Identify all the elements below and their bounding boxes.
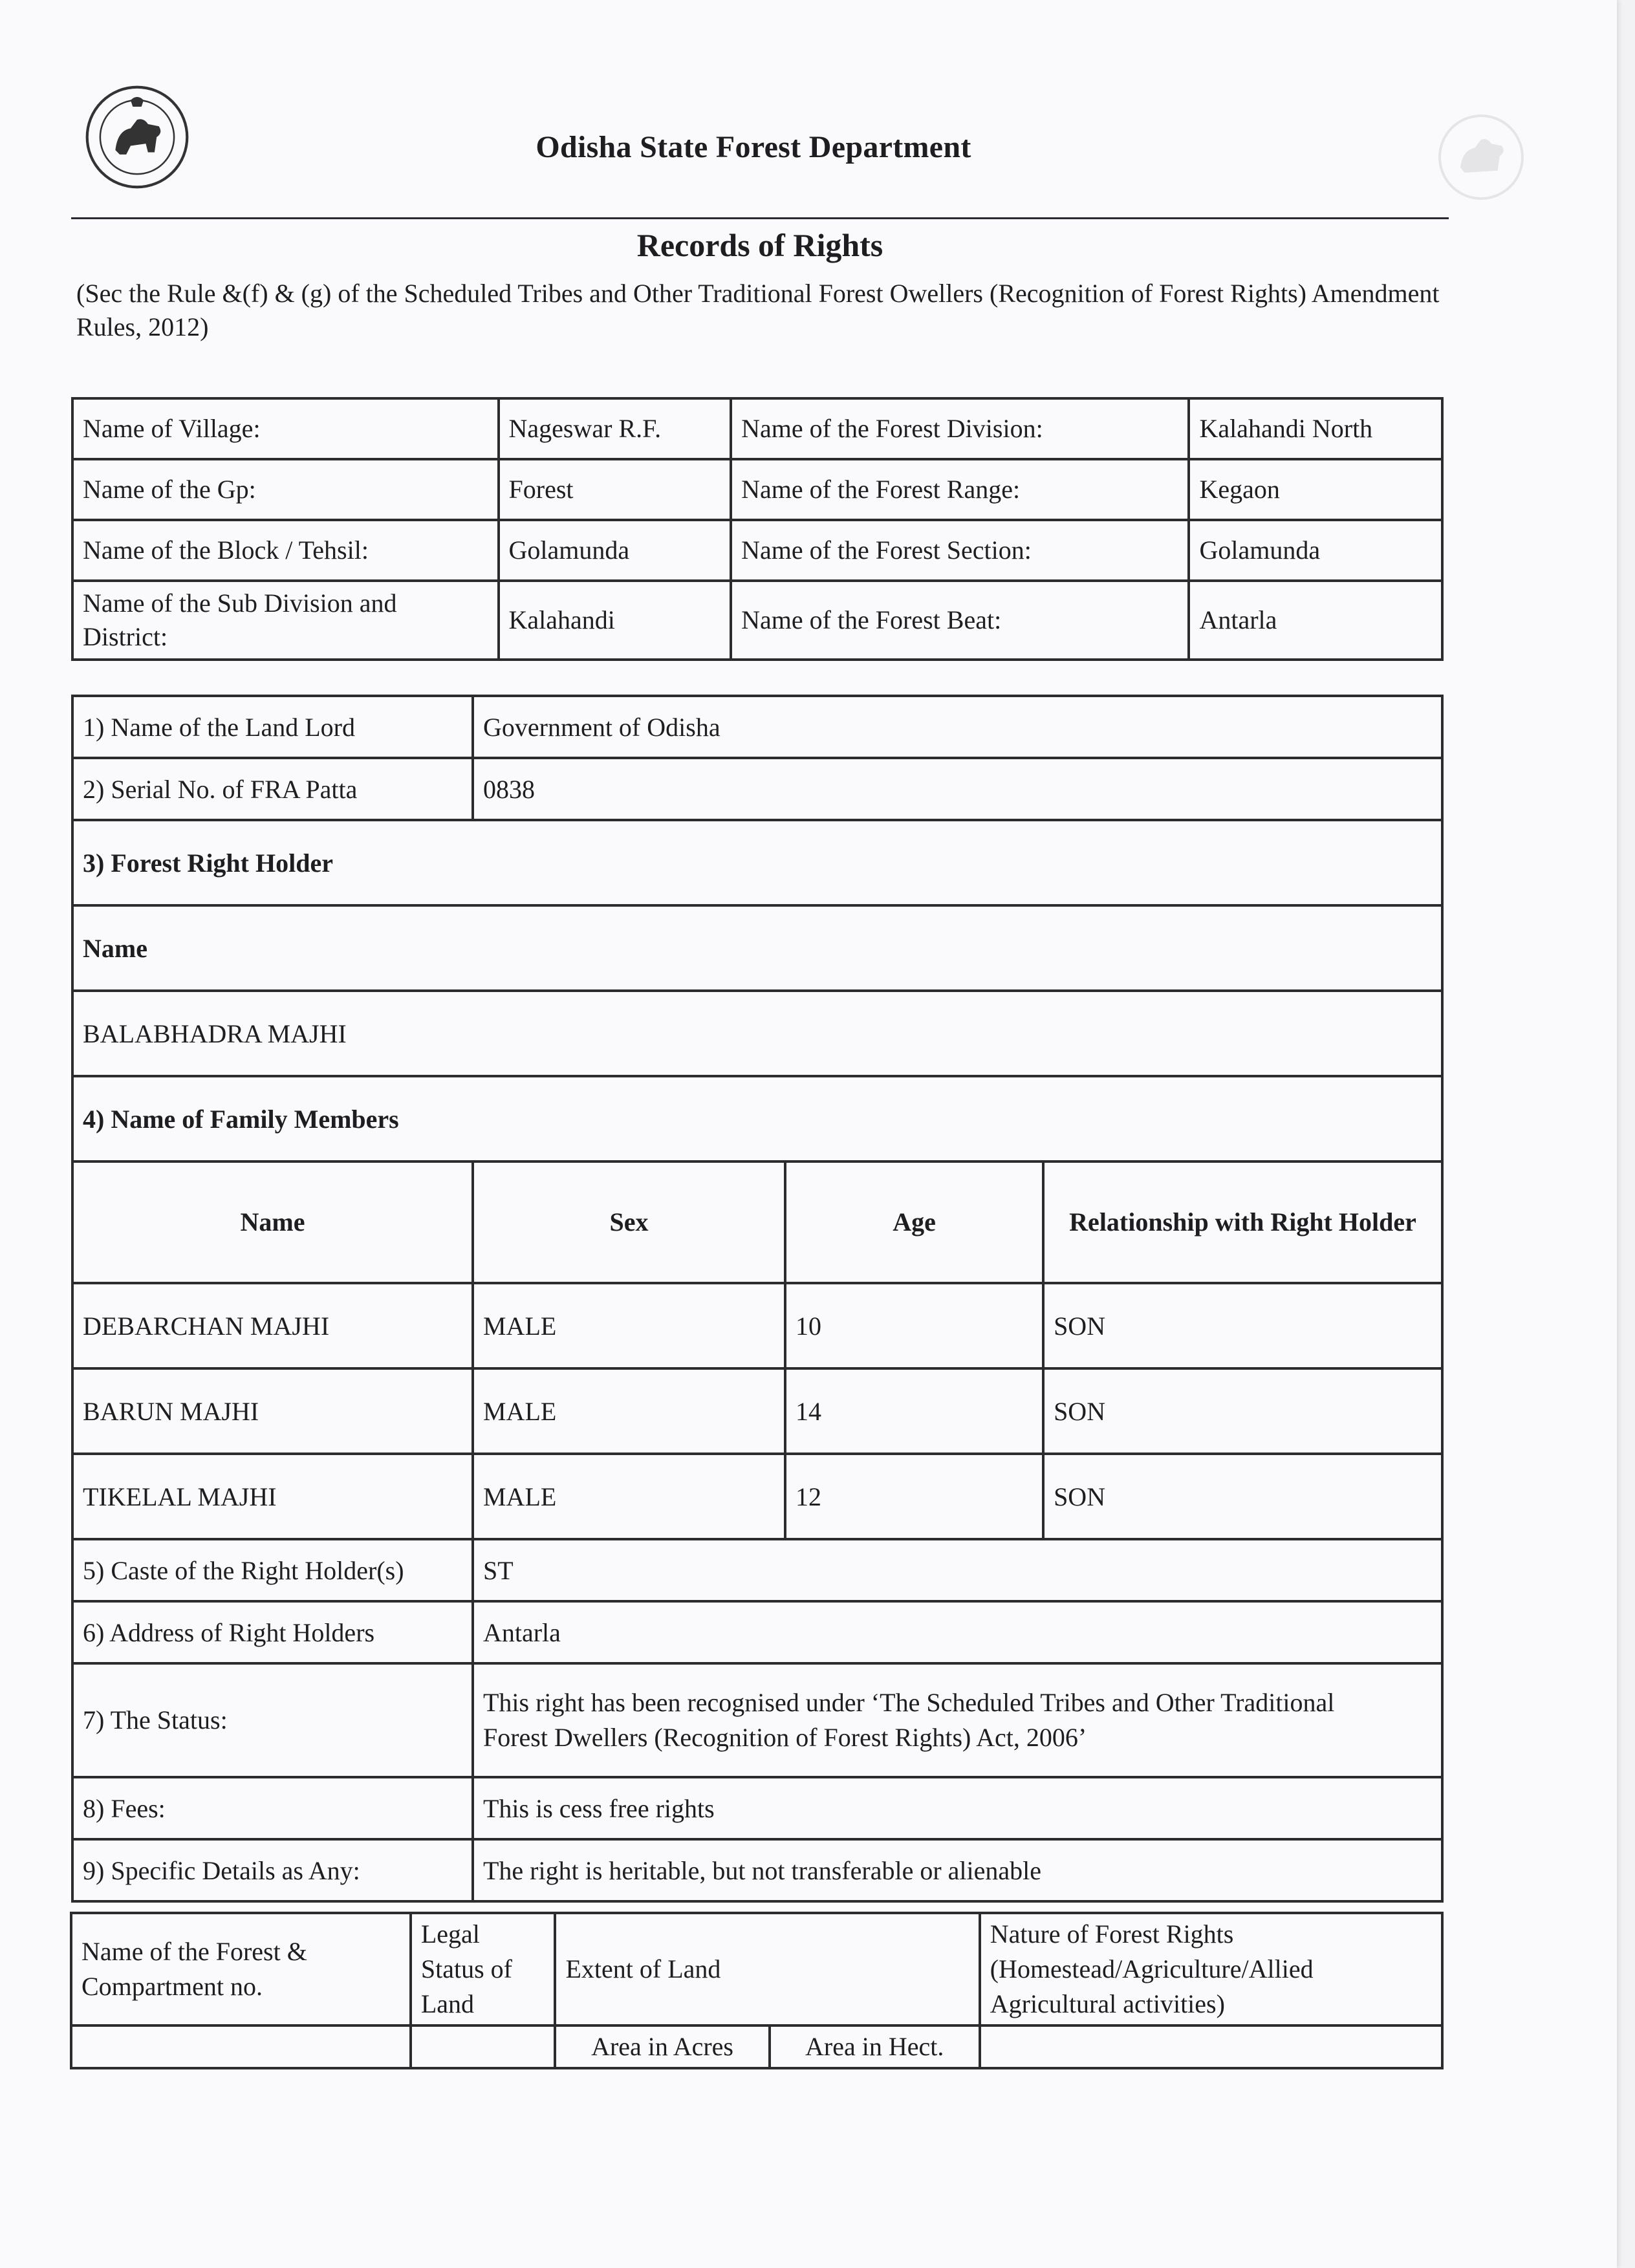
- member-sex: MALE: [473, 1283, 785, 1368]
- gp-label: Name of the Gp:: [72, 459, 499, 520]
- beat-value: Antarla: [1189, 581, 1442, 660]
- details-value: The right is heritable, but not transferable or alienable: [473, 1839, 1442, 1901]
- family-member-row: [72, 1368, 1442, 1454]
- range-label: Name of the Forest Range:: [731, 459, 1189, 520]
- serial-label: 2) Serial No. of FRA Patta: [72, 758, 473, 820]
- member-sex: MALE: [473, 1454, 785, 1539]
- division-value: Kalahandi North: [1189, 398, 1442, 459]
- table-row: [72, 398, 1442, 459]
- member-sex: MALE: [473, 1368, 785, 1454]
- serial-value: 0838: [473, 758, 1442, 820]
- table-row: [72, 1777, 1442, 1839]
- caste-label: 5) Caste of the Right Holder(s): [72, 1539, 473, 1601]
- fees-value: This is cess free rights: [473, 1777, 1442, 1839]
- column-header-age: Age: [785, 1161, 1043, 1283]
- document-subtitle: (Sec the Rule &(f) & (g) of the Scheduled Tribes and Other Traditional Forest Owellers (Recognition of Forest Rights) Amendment Rules, 2012): [76, 279, 1440, 341]
- table-row: [72, 905, 1442, 991]
- name-heading: Name: [72, 905, 1442, 991]
- table-row: [72, 696, 1442, 758]
- table-row: [72, 1539, 1442, 1601]
- extent-of-land-header: Extent of Land: [555, 1913, 979, 2025]
- status-line: This right has been recognised under ‘The Scheduled Tribes and Other Traditional: [482, 1688, 1335, 1717]
- table-row: [72, 581, 1442, 660]
- department-title: Odisha State Forest Department: [536, 130, 971, 164]
- table-row: [72, 820, 1442, 905]
- village-label: Name of Village:: [72, 398, 499, 459]
- location-table: [71, 397, 1444, 661]
- table-row: [72, 459, 1442, 520]
- land-subheader-row: [71, 2025, 1442, 2068]
- range-value: Kegaon: [1189, 459, 1442, 520]
- table-row: [72, 520, 1442, 581]
- member-relationship: SON: [1043, 1454, 1442, 1539]
- family-heading: 4) Name of Family Members: [72, 1076, 1442, 1161]
- table-row: [72, 1076, 1442, 1161]
- holder-name: BALABHADRA MAJHI: [72, 991, 1442, 1076]
- blank-cell: [411, 2025, 556, 2068]
- status-value: [473, 1663, 1442, 1777]
- record-table: [71, 695, 1444, 1903]
- land-table: [70, 1912, 1444, 2069]
- details-label: 9) Specific Details as Any:: [72, 1839, 473, 1901]
- area-hect-header: Area in Hect.: [770, 2025, 980, 2068]
- landlord-label: 1) Name of the Land Lord: [72, 696, 473, 758]
- member-relationship: SON: [1043, 1283, 1442, 1368]
- member-name: TIKELAL MAJHI: [72, 1454, 473, 1539]
- member-age: 14: [785, 1368, 1043, 1454]
- member-name: DEBARCHAN MAJHI: [72, 1283, 473, 1368]
- gp-value: Forest: [499, 459, 731, 520]
- holder-heading: 3) Forest Right Holder: [72, 820, 1442, 905]
- nature-of-rights-header: Nature of Forest Rights (Homestead/Agriculture/Allied Agricultural activities): [980, 1913, 1442, 2025]
- area-acres-header: Area in Acres: [555, 2025, 769, 2068]
- table-row: [72, 1663, 1442, 1777]
- fees-label: 8) Fees:: [72, 1777, 473, 1839]
- table-row: [72, 991, 1442, 1076]
- status-label: 7) The Status:: [72, 1663, 473, 1777]
- block-label: Name of the Block / Tehsil:: [72, 520, 499, 581]
- column-header-relationship: Relationship with Right Holder: [1043, 1161, 1442, 1283]
- caste-value: ST: [473, 1539, 1442, 1601]
- address-label: 6) Address of Right Holders: [72, 1601, 473, 1663]
- landlord-value: Government of Odisha: [473, 696, 1442, 758]
- member-name: BARUN MAJHI: [72, 1368, 473, 1454]
- family-member-row: [72, 1454, 1442, 1539]
- header-divider: [71, 217, 1449, 219]
- section-label: Name of the Forest Section:: [731, 520, 1189, 581]
- block-value: Golamunda: [499, 520, 731, 581]
- table-row: [72, 1601, 1442, 1663]
- subdivision-value: Kalahandi: [499, 581, 731, 660]
- section-value: Golamunda: [1189, 520, 1442, 581]
- table-row: [72, 1839, 1442, 1901]
- family-member-row: [72, 1283, 1442, 1368]
- blank-cell: [980, 2025, 1442, 2068]
- status-line: Forest Dwellers (Recognition of Forest Rights) Act, 2006’: [482, 1723, 1087, 1752]
- beat-label: Name of the Forest Beat:: [731, 581, 1189, 660]
- document-title: Records of Rights: [636, 227, 883, 263]
- legal-status-header: Legal Status of Land: [411, 1913, 556, 2025]
- forest-compartment-header: Name of the Forest & Compartment no.: [71, 1913, 411, 2025]
- member-age: 10: [785, 1283, 1043, 1368]
- land-header-row: [71, 1913, 1442, 2025]
- column-header-sex: Sex: [473, 1161, 785, 1283]
- table-row: [72, 758, 1442, 820]
- address-value: Antarla: [473, 1601, 1442, 1663]
- member-relationship: SON: [1043, 1368, 1442, 1454]
- village-value: Nageswar R.F.: [499, 398, 731, 459]
- division-label: Name of the Forest Division:: [731, 398, 1189, 459]
- member-age: 12: [785, 1454, 1043, 1539]
- blank-cell: [71, 2025, 411, 2068]
- family-header-row: [72, 1161, 1442, 1283]
- column-header-name: Name: [72, 1161, 473, 1283]
- subdivision-label: Name of the Sub Division and District:: [72, 581, 499, 660]
